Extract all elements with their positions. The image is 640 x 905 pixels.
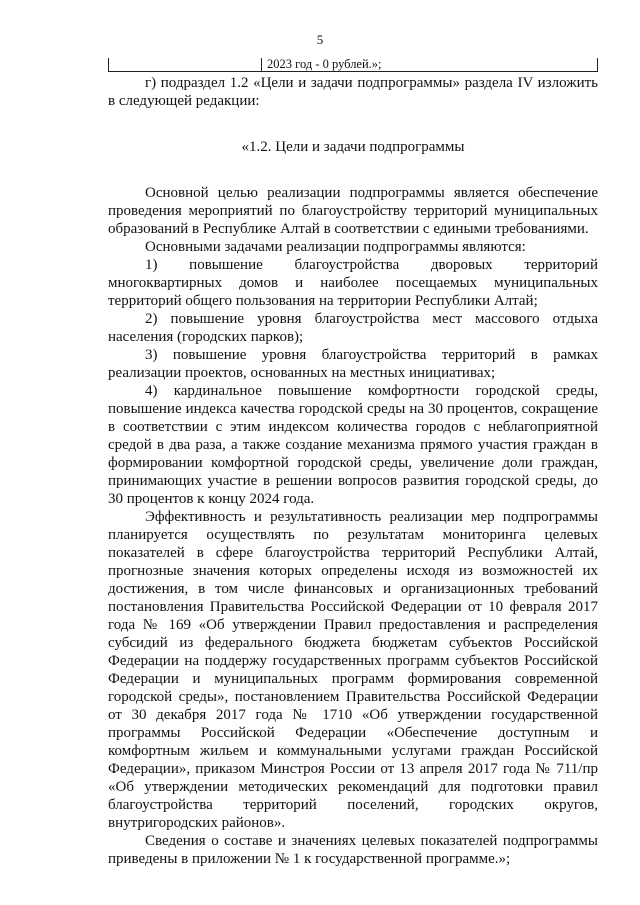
document-body (108, 74, 598, 868)
task-item-3: 3) повышение уровня благоустройства территорий в рамках реализации проектов, основанных на местных инициативах; (108, 347, 598, 381)
tasks-intro-paragraph: Основными задачами реализации подпрограммы являются: (145, 239, 526, 255)
table-column-divider (261, 58, 262, 71)
intro-paragraph: г) подраздел 1.2 «Цели и задачи подпрограммы» раздела IV изложить в следующей редакции: (108, 75, 598, 109)
task-item-2: 2) повышение уровня благоустройства мест массового отдыха населения (городских парков); (108, 311, 598, 345)
table-cell-text: 2023 год - 0 рублей.»; (267, 57, 382, 71)
task-item-1: 1) повышение благоустройства дворовых территорий многоквартирных домов и наиболее посещаемых муниципальных территорий общего пользования на территории Республики Алтай; (108, 257, 598, 309)
goal-paragraph: Основной целью реализации подпрограммы является обеспечение проведения мероприятий по благоустройству территорий муниципальных образований в Республике Алтай в соответствии с едиными требованиями. (108, 185, 598, 237)
page-number: 5 (316, 32, 324, 47)
closing-paragraph: Сведения о составе и значениях целевых показателей подпрограммы приведены в приложении № 1 к государственной программе.»; (108, 833, 598, 867)
task-item-4: 4) кардинальное повышение комфортности городской среды, повышение индекса качества городской среды на 30 процентов, сокращение в соответствии с этим индексом количества городов с неблагоприятной средой в два раза, а также создание механизма прямого участия граждан в формировании комфортной городской среды, увеличение доли граждан, принимающих участие в решении вопросов развития городской среды, до 30 процентов к концу 2024 года. (108, 383, 598, 507)
section-heading: «1.2. Цели и задачи подпрограммы (241, 139, 465, 155)
efficiency-paragraph: Эффективность и результативность реализации мер подпрограммы планируется осуществлять по результатам мониторинга целевых показателей в сфере благоустройства территорий Республики Алтай, прогнозные значения которых определены исходя из возможностей их достижения, в том числе финансовых и организационных требований постановления Правительства Российской Федерации от 10 февраля 2017 года № 169 «Об утверждении Правил предоставления и распределения субсидий из федерального бюджета бюджетам субъектов Российской Федерации на поддержу государственных программ субъектов Российской Федерации и муниципальных программ формирования современной городской среды», постановлением Правительства Российской Федерации от 30 декабря 2017 года № 1710 «Об утверждении государственной программы Российской Федерации «Обеспечение доступным и комфортным жильем и коммунальными услугами граждан Российской Федерации», приказом Минстроя России от 13 апреля 2017 года № 711/пр «Об утверждении методических рекомендаций для подготовки правил благоустройства территорий поселений, городских округов, внутригородских районов». (108, 509, 598, 831)
table-fragment (108, 58, 598, 72)
